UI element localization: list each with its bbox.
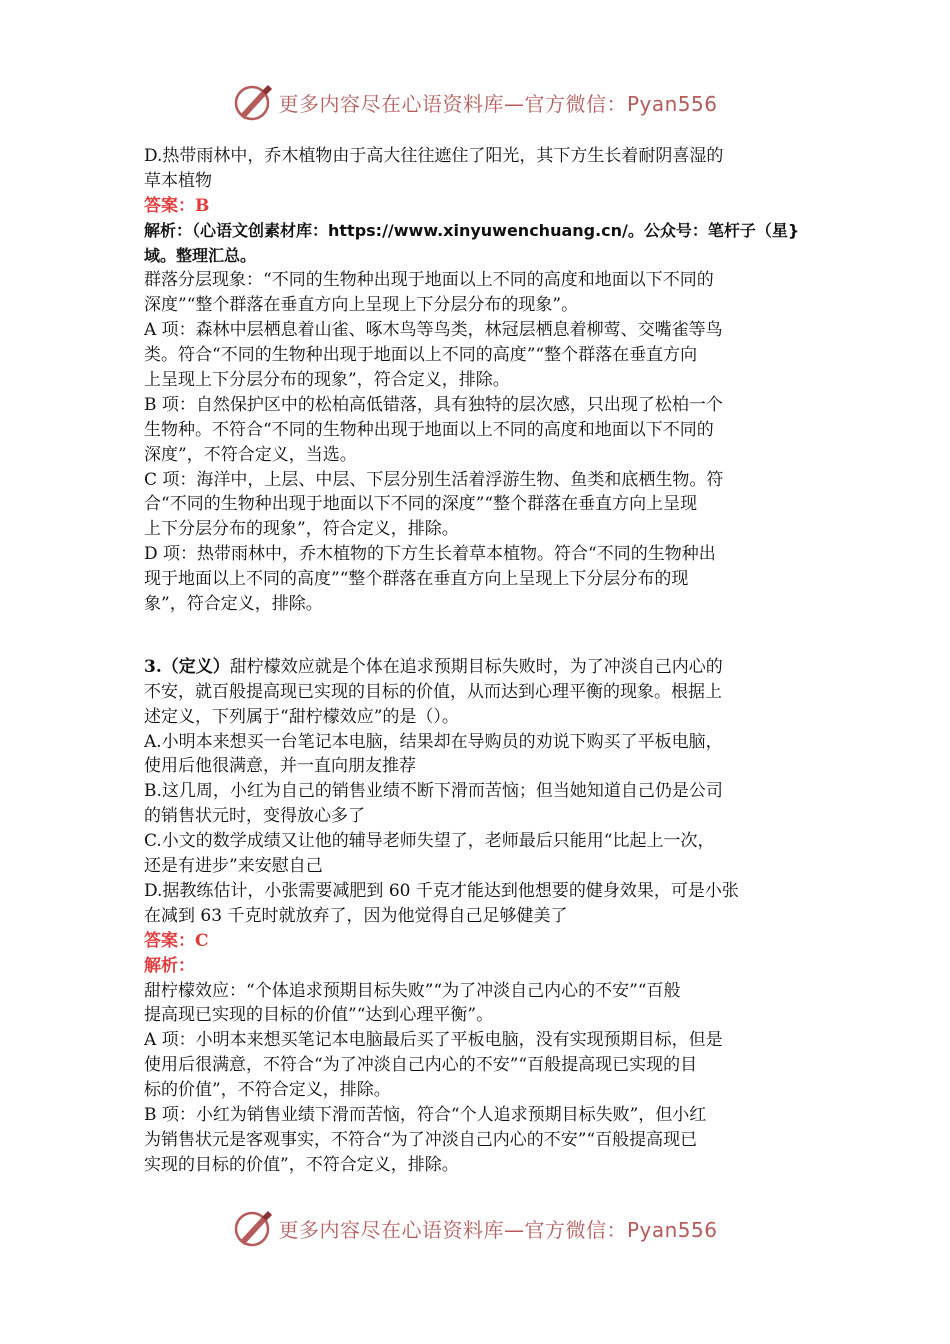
q3-body-line: 甜柠檬效应：“个体追求预期目标失败”“为了冲淡自己内心的不安”“百般 (144, 980, 681, 1001)
q2-option-d-line: 草本植物 (144, 170, 212, 191)
q2-option-d-line: D.热带雨林中，乔木植物由于高大往往遮住了阳光，其下方生长着耐阴喜湿的 (144, 146, 724, 166)
footer-banner-text: 更多内容尽在心语资料库—官方微信：Pyan556 (278, 1217, 718, 1242)
q2-body-line: 群落分层现象：“不同的生物种出现于地面以上不同的高度和地面以下不同的 (144, 270, 714, 291)
section-gap (144, 617, 806, 655)
document-body (144, 144, 806, 1178)
q2-body-line: 类。符合“不同的生物种出现于地面以上不同的高度”“整个群落在垂直方向 (144, 345, 698, 366)
q3-option-line: A.小明本来想买一台笔记本电脑，结果却在导购员的劝说下购买了平板电脑， (144, 731, 723, 752)
q3-body-line: A 项：小明本来想买笔记本电脑最后买了平板电脑，没有实现预期目标，但是 (144, 1030, 723, 1051)
q2-body-line: 象”，符合定义，排除。 (144, 594, 323, 615)
q3-stem-first-line (144, 655, 806, 680)
q3-body-line: 标的价值”，不符合定义，排除。 (144, 1080, 391, 1101)
q3-option-line: D.据教练估计，小张需要减肥到 60 千克才能达到他想要的健身效果，可是小张 (144, 880, 739, 901)
q2-body-line: 现于地面以上不同的高度”“整个群落在垂直方向上呈现上下分层分布的现 (144, 569, 689, 590)
q3-analysis-label: 解析： (144, 955, 195, 976)
q3-option-line: 的销售状元时，变得放心多了 (144, 806, 365, 827)
pen-logo-icon (232, 81, 274, 123)
q3-stem-line: 不安，就百般提高现已实现的目标的价值，从而达到心理平衡的现象。根据上 (144, 681, 722, 702)
q3-option-line: B.这几周，小红为自己的销售业绩不断下滑而苦恼；但当她知道自己仍是公司 (144, 781, 723, 802)
header-banner (0, 78, 950, 126)
q2-body-line: C 项：海洋中，上层、中层、下层分别生活着浮游生物、鱼类和底栖生物。符 (144, 469, 724, 490)
q2-body-line: 生物种。不符合“不同的生物种出现于地面以上不同的高度和地面以下不同的 (144, 419, 714, 440)
q3-option-line: C.小文的数学成绩又让他的辅导老师失望了，老师最后只能用“比起上一次， (144, 831, 715, 852)
q3-stem-text: 甜柠檬效应就是个体在追求预期目标失败时，为了冲淡自己内心的 (229, 656, 723, 677)
q2-body-line: 深度”“整个群落在垂直方向上呈现上下分层分布的现象”。 (144, 295, 579, 316)
q3-stem-line: 述定义，下列属于“甜柠檬效应”的是（）。 (144, 706, 459, 727)
q2-body-line: D 项：热带雨林中，乔木植物的下方生长着草本植物。符合“不同的生物种出 (144, 544, 716, 565)
q3-body-line: B 项：小红为销售业绩下滑而苦恼，符合“个人追求预期目标失败”，但小红 (144, 1104, 707, 1125)
q2-analysis-line: 解析：（心语文创素材库：https://www.xinyuwenchuang.cn/。公众号：笔杆子（星} (144, 220, 800, 240)
q3-option-line: 在减到 63 千克时就放弃了，因为他觉得自己足够健美了 (144, 905, 568, 926)
q2-analysis-line: 域。整理汇总。 (144, 245, 257, 265)
header-banner-text: 更多内容尽在心语资料库—官方微信：Pyan556 (278, 91, 718, 116)
q2-body-line: 合“不同的生物种出现于地面以下不同的深度”“整个群落在垂直方向上呈现 (144, 494, 698, 515)
q3-body-line: 提高现已实现的目标的价值”“达到心理平衡”。 (144, 1005, 494, 1026)
q2-answer: 答案：B (144, 195, 210, 216)
q2-body-line: B 项：自然保护区中的松柏高低错落，具有独特的层次感，只出现了松柏一个 (144, 394, 723, 415)
pen-logo-icon (232, 1207, 274, 1249)
q3-option-line: 使用后他很满意，并一直向朋友推荐 (144, 756, 416, 777)
q2-body-line: 上呈现上下分层分布的现象”，符合定义，排除。 (144, 370, 510, 391)
q3-option-line: 还是有进步”来安慰自己 (144, 856, 323, 877)
q3-number-label: 3.（定义） (144, 656, 230, 677)
q3-body-line: 使用后很满意，不符合“为了冲淡自己内心的不安”“百般提高现已实现的目 (144, 1055, 698, 1076)
q2-body-line: 深度”，不符合定义，当选。 (144, 444, 357, 465)
q3-answer: 答案：C (144, 930, 209, 951)
q3-body-line: 为销售状元是客观事实，不符合“为了冲淡自己内心的不安”“百般提高现已 (144, 1129, 698, 1150)
q2-body-line: A 项：森林中层栖息着山雀、啄木鸟等鸟类，林冠层栖息着柳莺、交嘴雀等鸟 (144, 320, 723, 341)
q2-body-line: 上下分层分布的现象”，符合定义，排除。 (144, 519, 459, 540)
footer-banner (0, 1204, 950, 1252)
q3-body-line: 实现的目标的价值”，不符合定义，排除。 (144, 1154, 459, 1175)
